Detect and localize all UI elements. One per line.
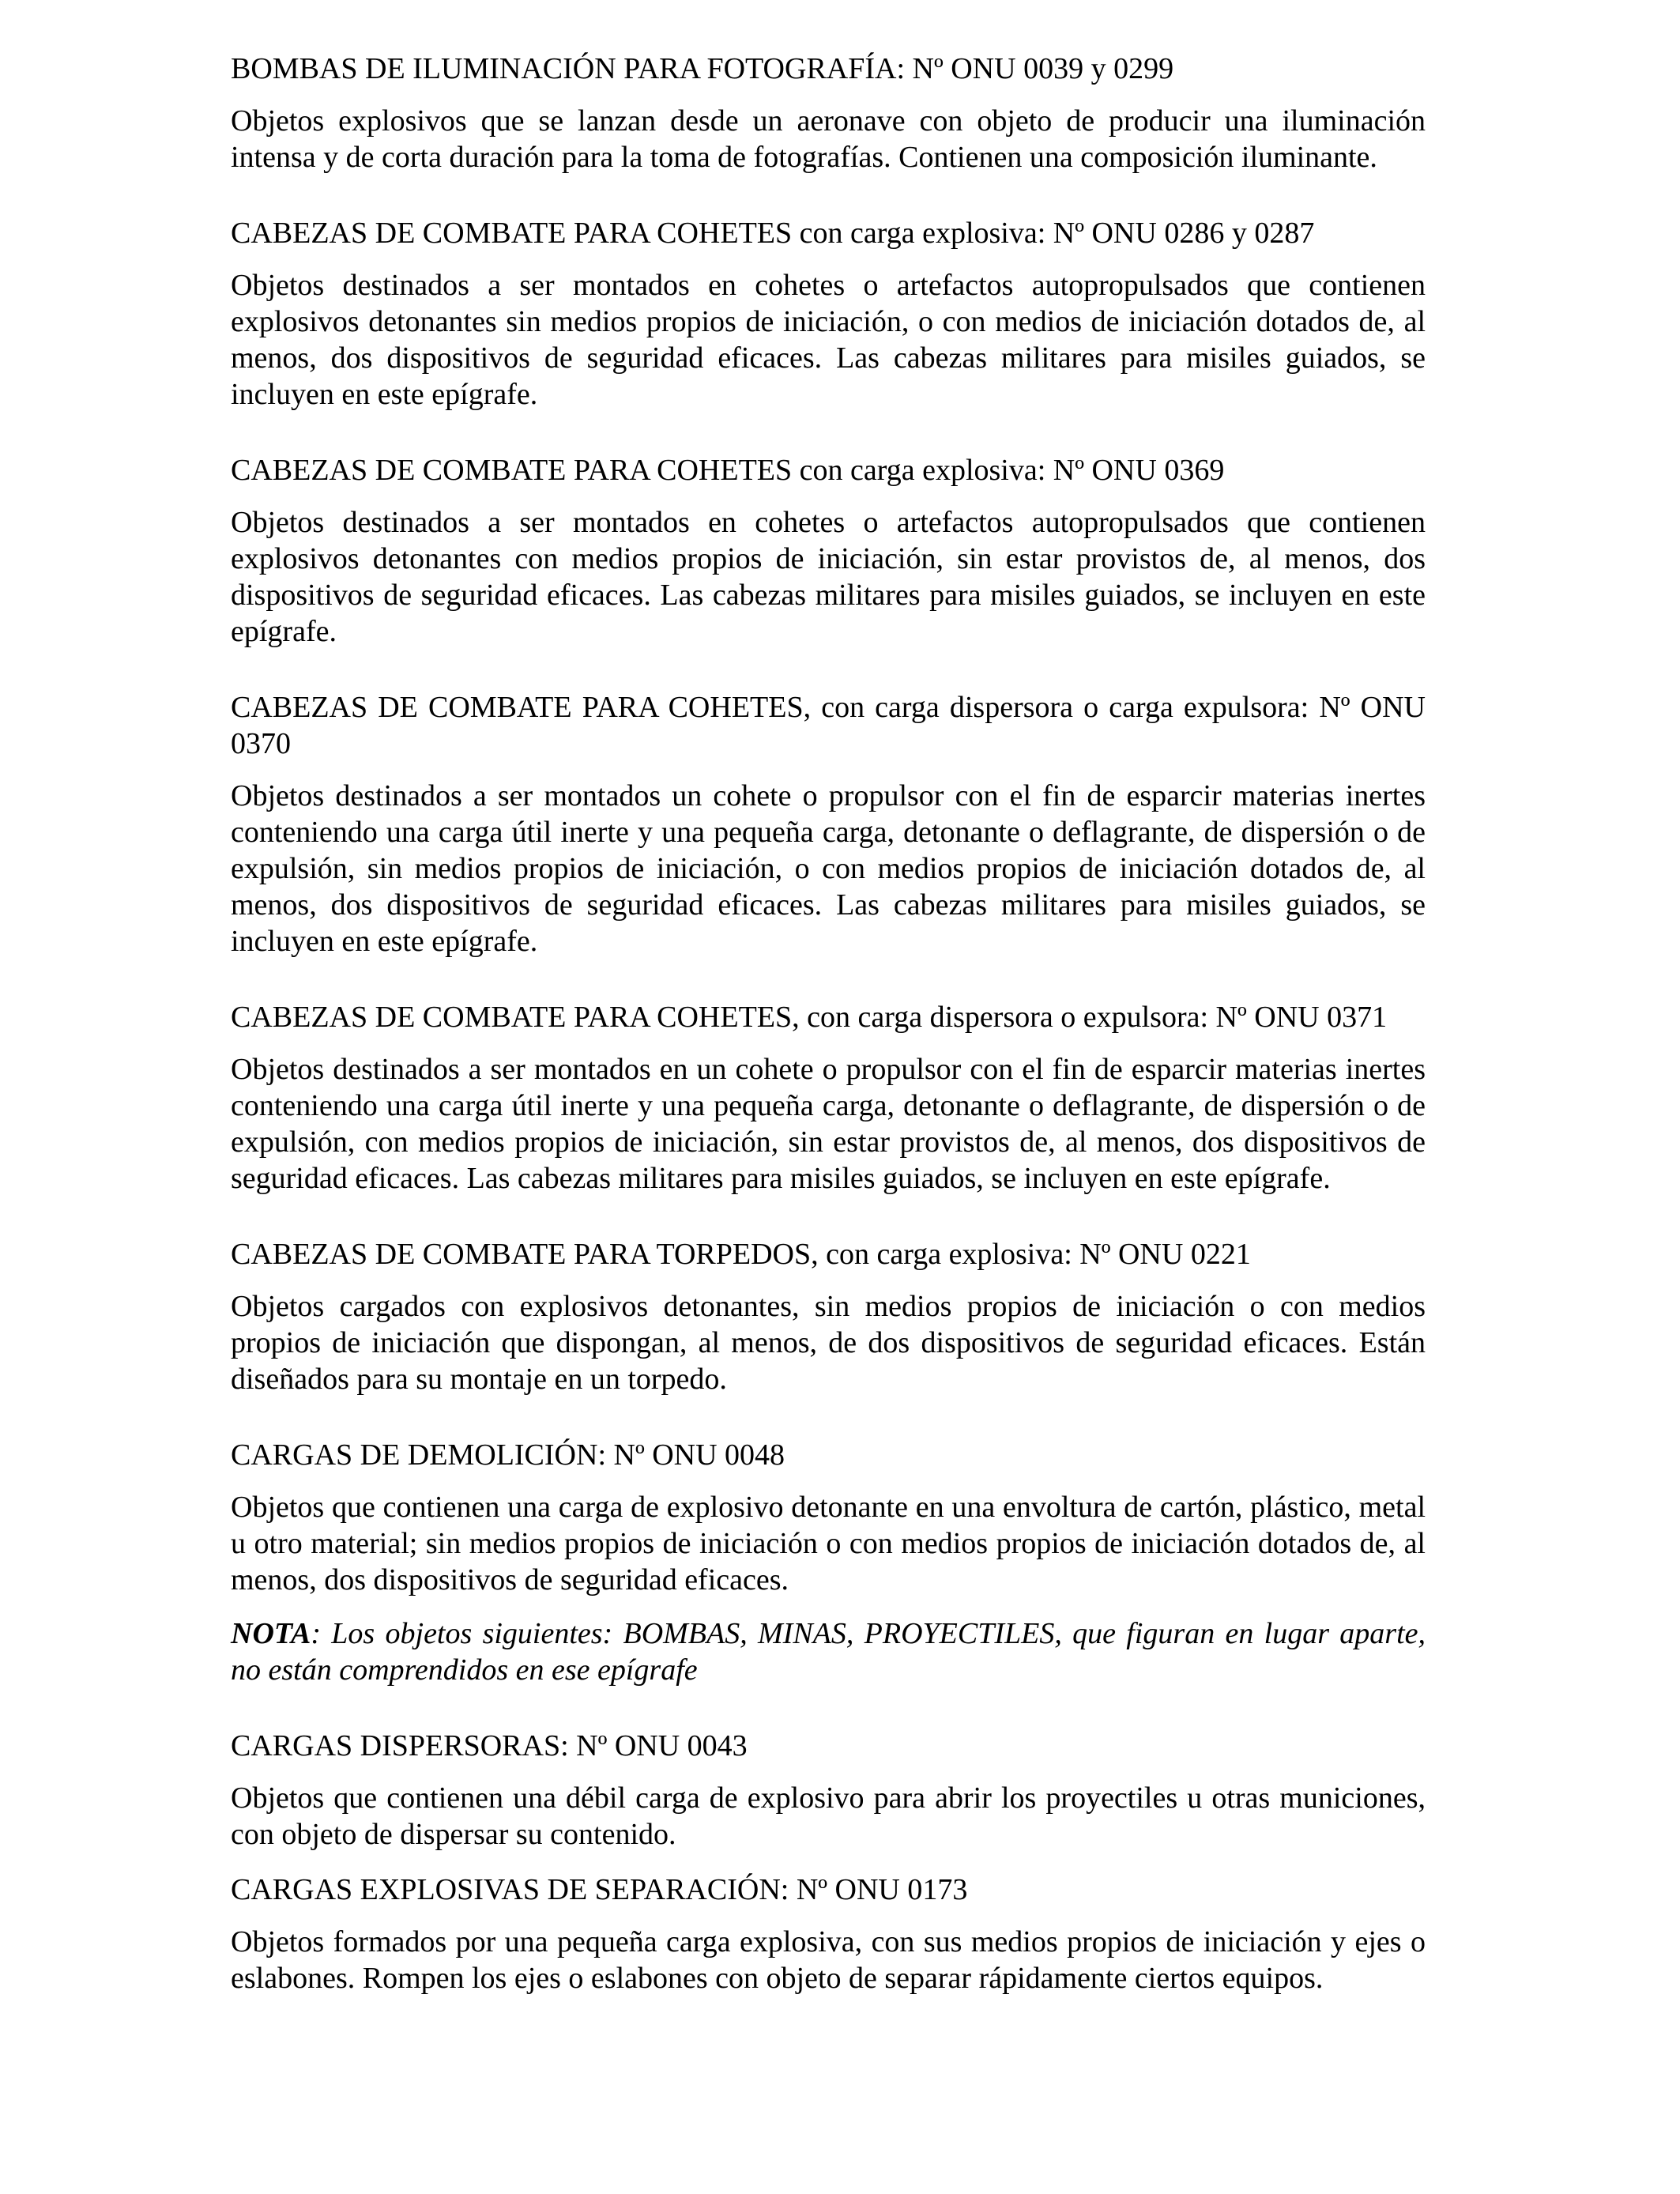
section-heading: CABEZAS DE COMBATE PARA COHETES, con carga dispersora o carga expulsora: Nº ONU 0370 bbox=[231, 691, 1426, 760]
section-body: Objetos que contienen una débil carga de explosivo para abrir los proyectiles u otras municiones, con objeto de dispersar su contenido. bbox=[231, 1781, 1426, 1851]
section-heading: CABEZAS DE COMBATE PARA TORPEDOS, con carga explosiva: Nº ONU 0221 bbox=[231, 1238, 1251, 1271]
section-cargas-demolicion-0048 bbox=[231, 1437, 1426, 1688]
section-cargas-separacion-0173 bbox=[231, 1872, 1426, 1996]
section-body: Objetos destinados a ser montados un cohete o propulsor con el fin de esparcir materias inertes conteniendo una carga útil inerte y una pequeña carga, detonante o deflagrante, de dispersión o de expulsión, sin medios propios de iniciación, o con medios propios de iniciación dotados de, al menos, dos dispositivos de seguridad eficaces. Las cabezas militares para misiles guiados, se incluyen en este epígrafe. bbox=[231, 779, 1426, 958]
section-body: Objetos explosivos que se lanzan desde un aeronave con objeto de producir una iluminación intensa y de corta duración para la toma de fotografías. Contienen una composición iluminante. bbox=[231, 104, 1426, 174]
section-cabezas-torpedos-0221 bbox=[231, 1236, 1426, 1397]
section-bombas-iluminacion bbox=[231, 51, 1426, 175]
section-body: Objetos destinados a ser montados en un cohete o propulsor con el fin de esparcir materias inertes conteniendo una carga útil inerte y una pequeña carga, detonante o deflagrante, de dispersión o de expulsión, con medios propios de iniciación, sin estar provistos de, al menos, dos dispositivos de seguridad eficaces. Las cabezas militares para misiles guiados, se incluyen en este epígrafe. bbox=[231, 1053, 1426, 1195]
section-body: Objetos destinados a ser montados en cohetes o artefactos autopropulsados que contienen explosivos detonantes con medios propios de iniciación, sin estar provistos de, al menos, dos dispositivos de seguridad eficaces. Las cabezas militares para misiles guiados, se incluyen en este epígrafe. bbox=[231, 506, 1426, 648]
section-heading: CARGAS DE DEMOLICIÓN: Nº ONU 0048 bbox=[231, 1438, 785, 1472]
section-heading: BOMBAS DE ILUMINACIÓN PARA FOTOGRAFÍA: Nº ONU 0039 y 0299 bbox=[231, 52, 1174, 85]
section-cabezas-cohetes-0369 bbox=[231, 452, 1426, 650]
section-cabezas-cohetes-0286 bbox=[231, 215, 1426, 413]
note-label: NOTA bbox=[231, 1617, 311, 1650]
section-heading: CARGAS EXPLOSIVAS DE SEPARACIÓN: Nº ONU 0173 bbox=[231, 1873, 968, 1906]
note-text: : Los objetos siguientes: BOMBAS, MINAS, PROYECTILES, que figuran en lugar aparte, no están comprendidos en ese epígrafe bbox=[231, 1617, 1426, 1687]
section-body: Objetos cargados con explosivos detonantes, sin medios propios de iniciación o con medios propios de iniciación que dispongan, al menos, de dos dispositivos de seguridad eficaces. Están diseñados para su montaje en un torpedo. bbox=[231, 1290, 1426, 1396]
section-note bbox=[231, 1615, 1426, 1688]
section-cabezas-cohetes-0370 bbox=[231, 689, 1426, 959]
section-heading: CABEZAS DE COMBATE PARA COHETES con carga explosiva: Nº ONU 0369 bbox=[231, 454, 1225, 487]
section-cargas-dispersoras-0043 bbox=[231, 1728, 1426, 1853]
section-body: Objetos que contienen una carga de explosivo detonante en una envoltura de cartón, plástico, metal u otro material; sin medios propios de iniciación o con medios propios de iniciación dotados de, al menos, dos dispositivos de seguridad eficaces. bbox=[231, 1491, 1426, 1596]
section-heading: CABEZAS DE COMBATE PARA COHETES, con carga dispersora o expulsora: Nº ONU 0371 bbox=[231, 1001, 1388, 1034]
section-cabezas-cohetes-0371 bbox=[231, 999, 1426, 1197]
document-page bbox=[231, 51, 1426, 2009]
section-body: Objetos destinados a ser montados en cohetes o artefactos autopropulsados que contienen explosivos detonantes sin medios propios de iniciación, o con medios de iniciación dotados de, al menos, dos dispositivos de seguridad eficaces. Las cabezas militares para misiles guiados, se incluyen en este epígrafe. bbox=[231, 269, 1426, 411]
section-heading: CARGAS DISPERSORAS: Nº ONU 0043 bbox=[231, 1729, 748, 1762]
section-body: Objetos formados por una pequeña carga explosiva, con sus medios propios de iniciación y ejes o eslabones. Rompen los ejes o eslabones con objeto de separar rápidamente ciertos equipos. bbox=[231, 1925, 1426, 1995]
section-heading: CABEZAS DE COMBATE PARA COHETES con carga explosiva: Nº ONU 0286 y 0287 bbox=[231, 217, 1315, 250]
